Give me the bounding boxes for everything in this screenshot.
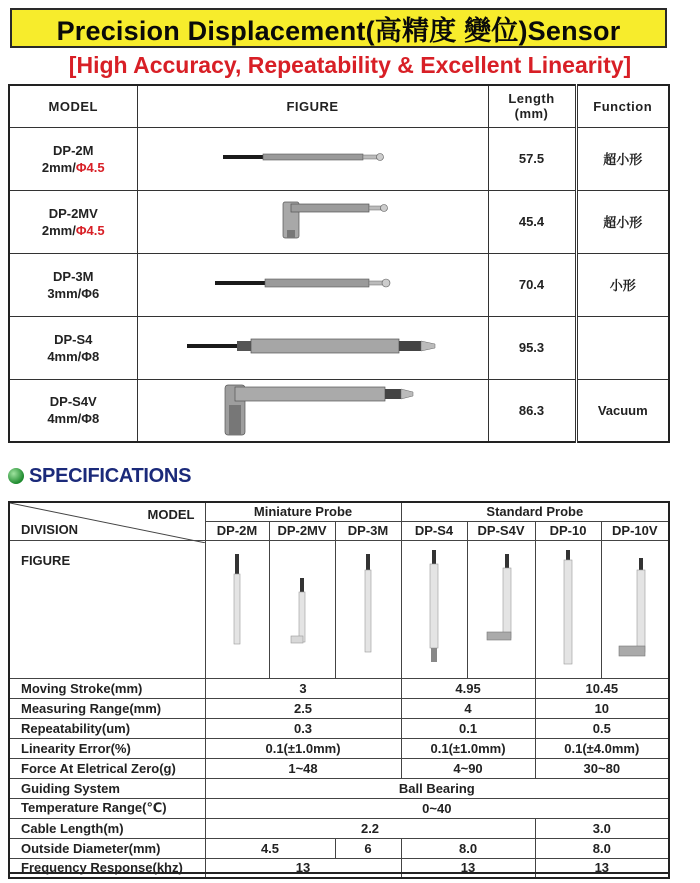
model-cell [9,253,137,316]
model-cell [9,190,137,253]
spec-value: 10.45 [535,678,669,698]
spec-label: Cable Length(m) [9,818,205,838]
model-cell [9,379,137,442]
mini-figure-dps4v [467,540,535,678]
spec-value: 0.1(±1.0mm) [205,738,401,758]
spec-value: 0.3 [205,718,401,738]
spec-row-outside-diameter [9,838,669,858]
model-spec: 2mm/ [41,222,76,238]
col-header-figure: FIGURE [137,85,488,127]
function-value: 超小形 [576,190,669,253]
model-spec: 4mm/ [47,411,82,427]
model-row [9,253,669,316]
model-row [9,379,669,442]
spec-row-linearity [9,738,669,758]
model-cell [9,127,137,190]
probe-drawing [203,381,423,437]
spec-table [8,501,670,879]
probe-thumb [426,548,442,668]
model-name: DP-S4 [54,331,93,347]
spec-value: 0.1 [401,718,535,738]
page-title: Precision Displacement(高精度 變位)Sensor [10,8,667,48]
mini-figure-dp3m [335,540,401,678]
spec-value: 8.0 [401,838,535,858]
spec-label: Measuring Range(mm) [9,698,205,718]
model-col-header: DP-10 [535,521,601,540]
spec-value: 1~48 [205,758,401,778]
spec-label: Linearity Error(%) [9,738,205,758]
probe-drawing [213,198,413,242]
length-value: 57.5 [488,127,576,190]
model-name: DP-3M [53,268,94,284]
col-header-function: Function [576,85,669,127]
group-standard: Standard Probe [401,502,669,521]
spec-value: 6 [335,838,401,858]
spec-label: Force At Eletrical Zero(g) [9,758,205,778]
spec-value: 4~90 [401,758,535,778]
model-row [9,127,669,190]
probe-figure-dps4 [137,316,488,379]
model-col-header: DP-10V [601,521,669,540]
spec-value: 0.1(±4.0mm) [535,738,669,758]
spec-value: 0.5 [535,718,669,738]
corner-cell [9,502,205,540]
probe-figure-dp2mv [137,190,488,253]
model-name: DP-2M [53,142,94,158]
length-value: 70.4 [488,253,576,316]
spec-value: 4 [401,698,535,718]
spec-label: Temperature Range(℃) [9,798,205,818]
corner-model-label: MODEL [147,507,195,522]
spec-row-force [9,758,669,778]
spec-label: Repeatability(um) [9,718,205,738]
spec-value: 4.5 [205,838,335,858]
length-value: 86.3 [488,379,576,442]
model-row [9,316,669,379]
spec-value: 30~80 [535,758,669,778]
model-diameter: Φ4.5 [75,159,105,175]
spec-value: 3 [205,678,401,698]
spec-value: 0~40 [205,798,669,818]
spec-value: 3.0 [535,818,669,838]
col-header-length: Length (mm) [488,85,576,127]
spec-label: Frequency Response(khz) [9,858,205,878]
length-value: 45.4 [488,190,576,253]
probe-thumb [287,548,317,668]
probe-thumb [230,548,244,668]
spec-value: Ball Bearing [205,778,669,798]
page-subtitle: [High Accuracy, Repeatability & Excellent Linearity] [68,52,632,78]
function-value: 小形 [576,253,669,316]
probe-drawing [213,147,413,167]
model-table [8,84,670,443]
spec-row-measuring-range [9,698,669,718]
probe-thumb [613,548,657,668]
bottom-divider [8,872,668,876]
mini-figure-dp10v [601,540,669,678]
mini-figure-dps4 [401,540,467,678]
model-row [9,190,669,253]
model-diameter: Φ8 [81,348,100,364]
spec-row-temperature [9,798,669,818]
mini-figure-dp2m [205,540,269,678]
spec-label: Moving Stroke(mm) [9,678,205,698]
probe-drawing [213,273,413,293]
model-spec: 4mm/ [47,348,82,364]
model-col-header: DP-2MV [269,521,335,540]
function-value [576,316,669,379]
model-spec: 3mm/ [47,285,82,301]
model-col-header: DP-S4 [401,521,467,540]
spec-value: 2.2 [205,818,535,838]
figure-row-label: FIGURE [9,540,205,678]
spec-label: Outside Diameter(mm) [9,838,205,858]
model-cell [9,316,137,379]
spec-row-cable [9,818,669,838]
probe-thumb [481,548,521,668]
mini-figure-dp10 [535,540,601,678]
model-col-header: DP-3M [335,521,401,540]
group-miniature: Miniature Probe [205,502,401,521]
mini-figure-dp2mv [269,540,335,678]
probe-figure-dps4v [137,379,488,442]
spec-value: 10 [535,698,669,718]
spec-value: 13 [401,858,535,878]
corner-division-label: DIVISION [21,521,79,537]
function-value: Vacuum [576,379,669,442]
bullet-icon [8,468,24,484]
spec-value: 2.5 [205,698,401,718]
probe-thumb [361,548,375,668]
col-header-model: MODEL [9,85,137,127]
probe-drawing [183,334,443,358]
spec-value: 4.95 [401,678,535,698]
model-diameter: Φ4.5 [75,222,105,238]
spec-row-repeatability [9,718,669,738]
model-name: DP-2MV [48,205,98,221]
probe-figure-dp2m [137,127,488,190]
model-col-header: DP-2M [205,521,269,540]
spec-value: 13 [535,858,669,878]
spec-value: 8.0 [535,838,669,858]
function-value: 超小形 [576,127,669,190]
model-spec: 2mm/ [41,159,76,175]
length-value: 95.3 [488,316,576,379]
probe-figure-dp3m [137,253,488,316]
spec-row-guiding [9,778,669,798]
spec-value: 0.1(±1.0mm) [401,738,535,758]
spec-value: 13 [205,858,401,878]
specifications-title: SPECIFICATIONS [29,464,192,487]
spec-label: Guiding System [9,778,205,798]
model-diameter: Φ6 [81,285,100,301]
model-diameter: Φ8 [81,411,100,427]
model-col-header: DP-S4V [467,521,535,540]
probe-thumb [559,548,577,668]
specifications-heading [8,463,191,489]
model-name: DP-S4V [49,394,97,410]
spec-row-moving-stroke [9,678,669,698]
